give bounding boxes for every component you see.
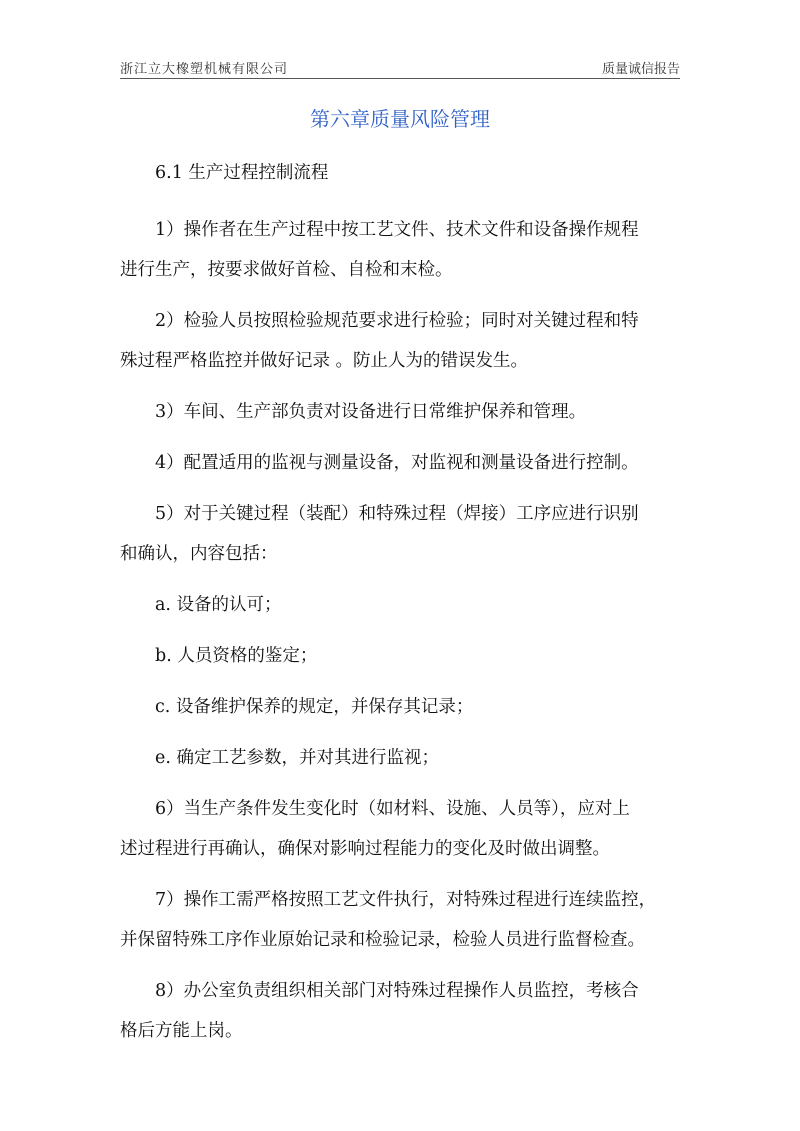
paragraph-4: 4）配置适用的监视与测量设备，对监视和测量设备进行控制。 <box>155 453 639 473</box>
chapter-title: 第六章质量风险管理 <box>310 107 490 131</box>
list-item-c: c. 设备维护保养的规定，并保存其记录； <box>155 697 474 717</box>
header-divider <box>120 78 680 79</box>
section-heading: 6.1 生产过程控制流程 <box>155 163 329 183</box>
list-item-b: b. 人员资格的鉴定； <box>155 646 318 666</box>
list-item-e: e. 确定工艺参数，并对其进行监视； <box>155 748 439 768</box>
paragraph-8: 8）办公室负责组织相关部门对特殊过程操作人员监控，考核合 格后方能上岗。 <box>120 981 639 1041</box>
paragraph-5: 5）对于关键过程（装配）和特殊过程（焊接）工序应进行识别 和确认，内容包括： <box>120 504 639 564</box>
header-company-name: 浙江立大橡塑机械有限公司 <box>120 62 289 77</box>
list-item-a: a. 设备的认可； <box>155 595 282 615</box>
paragraph-6: 6）当生产条件发生变化时（如材料、设施、人员等），应对上 述过程进行再确认，确保对影响过程能力的变化及时做出调整。 <box>120 799 630 859</box>
paragraph-2: 2）检验人员按照检验规范要求进行检验；同时对关键过程和特 殊过程严格监控并做好记录 。防止人为的错误发生。 <box>120 311 639 371</box>
page-header <box>120 58 680 78</box>
paragraph-7: 7）操作工需严格按照工艺文件执行，对特殊过程进行连续监控， 并保留特殊工序作业原始记录和检验记录，检验人员进行监督检查。 <box>120 890 657 950</box>
header-report-title: 质量诚信报告 <box>601 62 680 77</box>
paragraph-3: 3）车间、生产部负责对设备进行日常维护保养和管理。 <box>155 402 587 422</box>
paragraph-1: 1）操作者在生产过程中按工艺文件、技术文件和设备操作规程 进行生产，按要求做好首检、自检和末检。 <box>120 220 639 280</box>
document-body <box>120 153 680 1051</box>
